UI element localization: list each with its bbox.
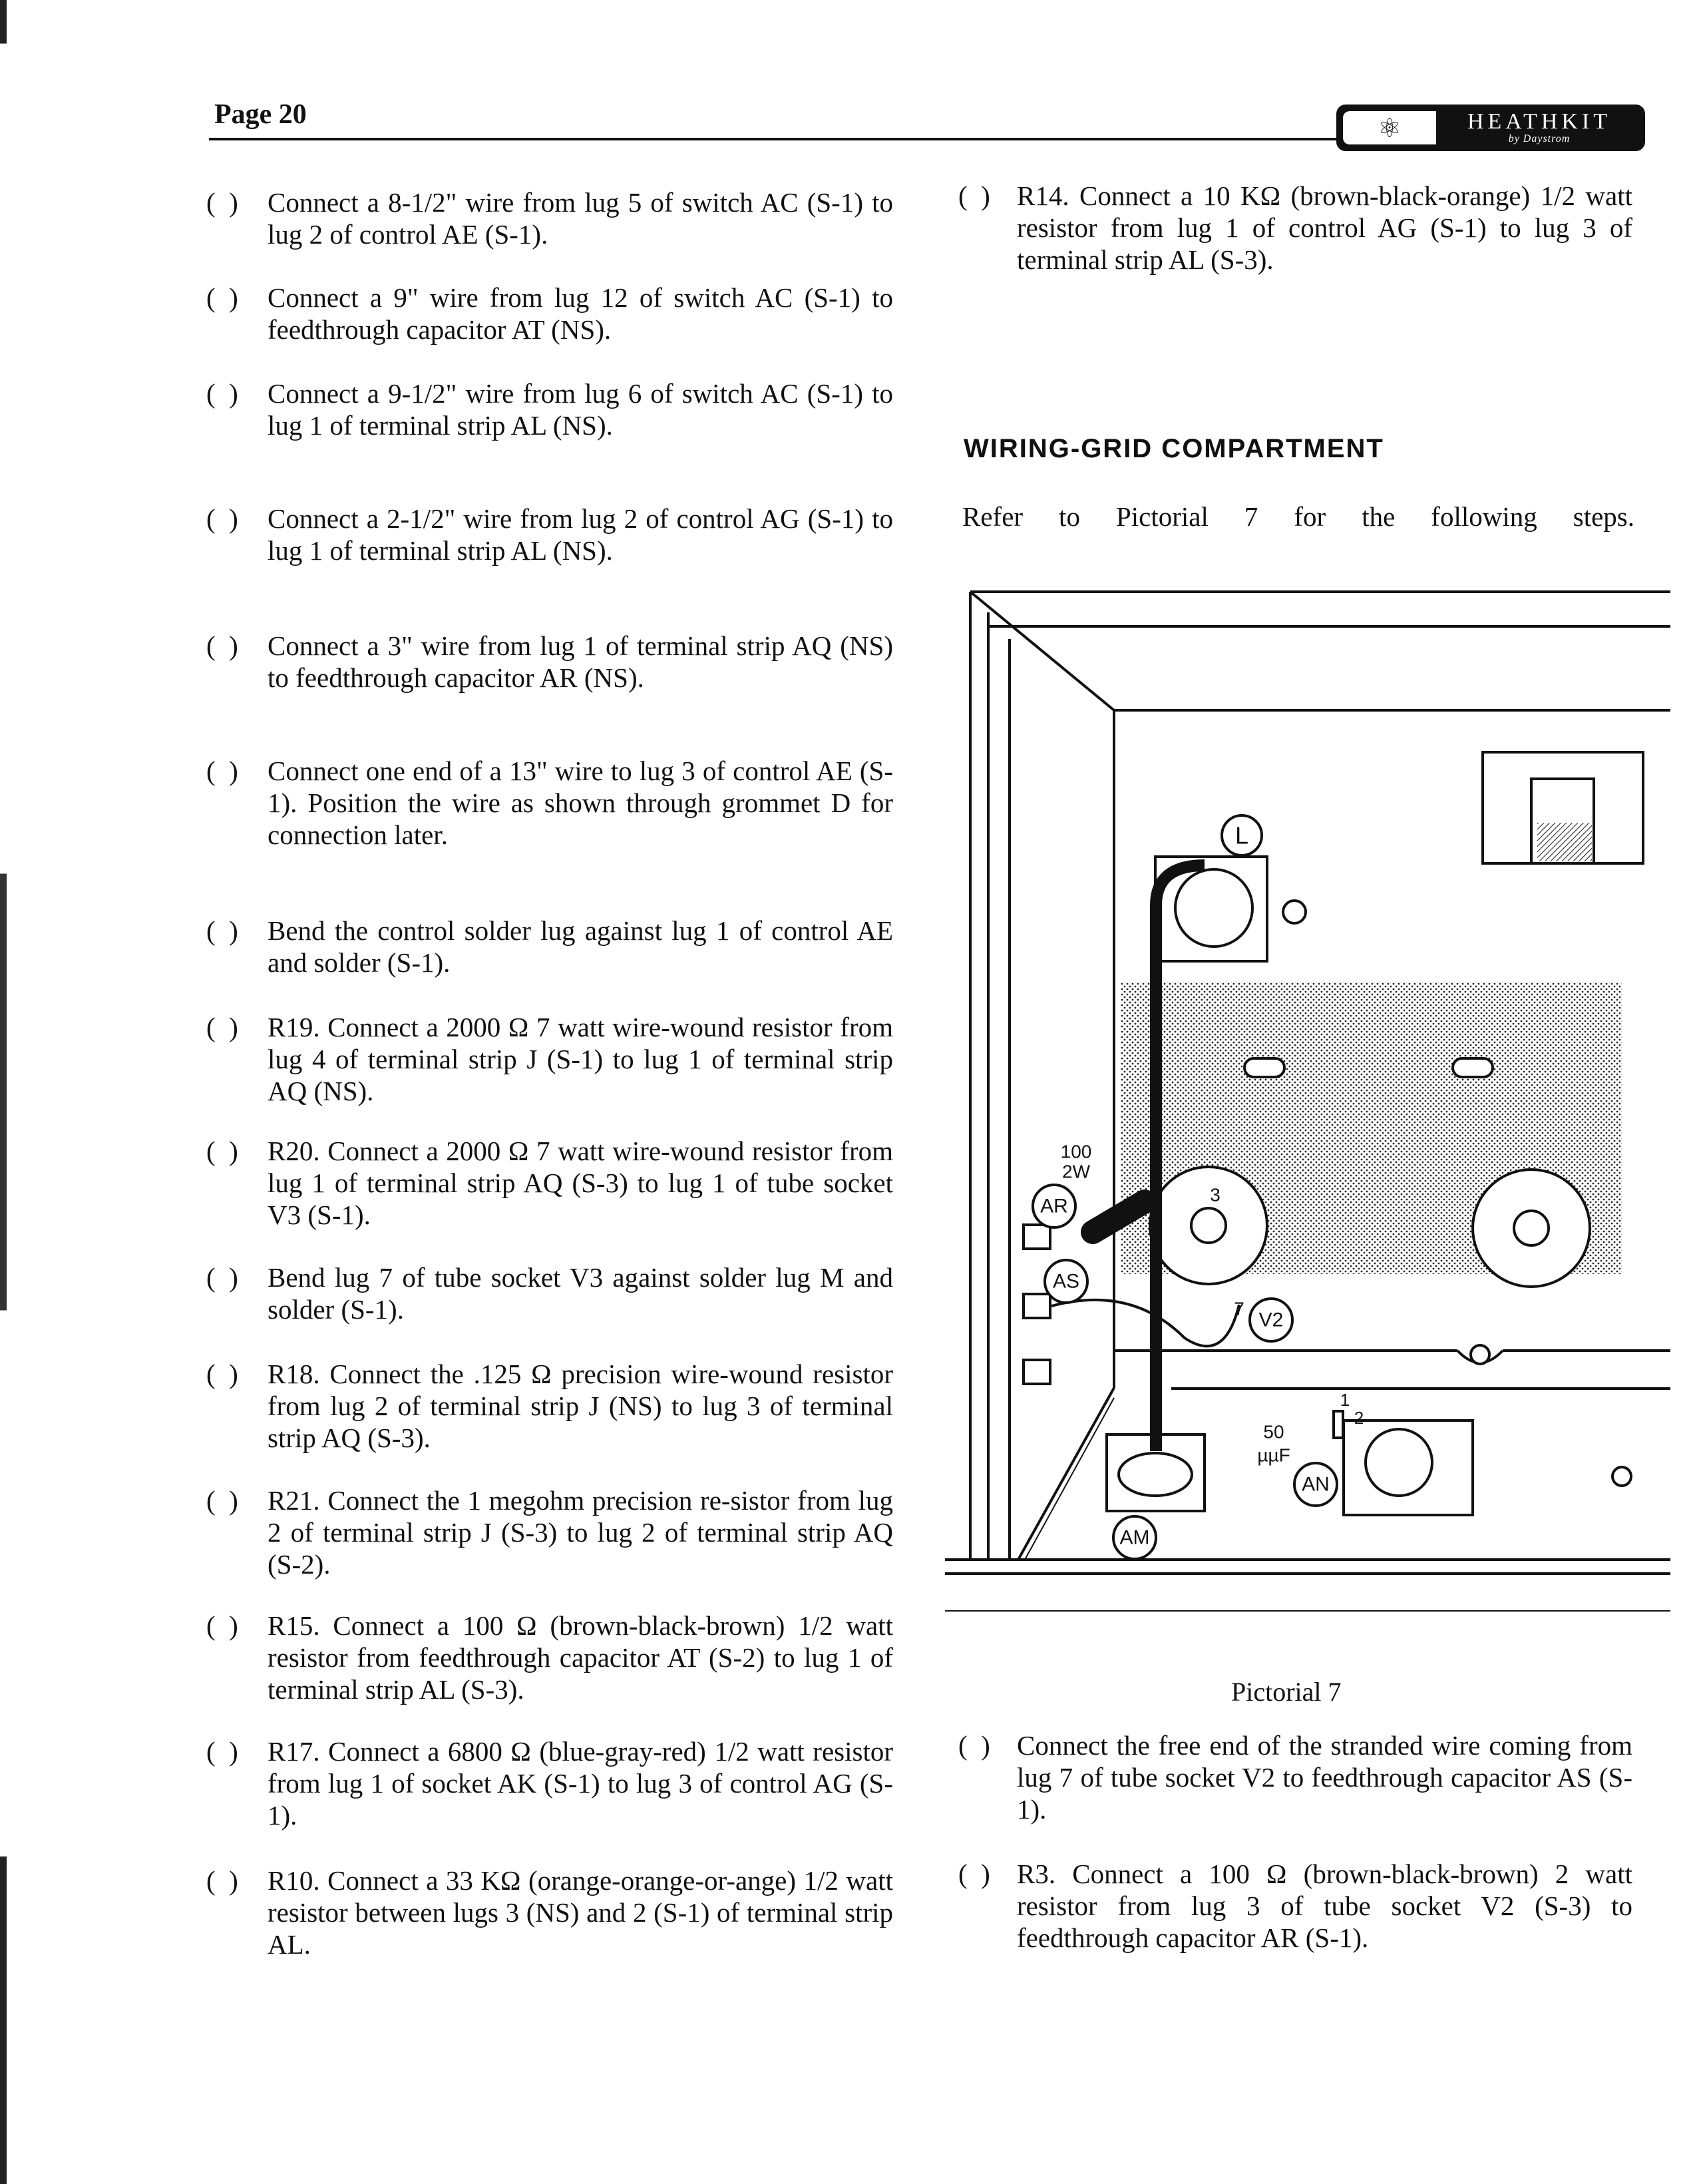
step-checkbox[interactable]: ( ) <box>206 756 238 786</box>
step-text: Connect the free end of the stranded wire coming from lug 7 of tube socket V2 to feedthrough capacitor AS (S-1). <box>1017 1730 1632 1825</box>
label-lug-3: 3 <box>1210 1184 1221 1205</box>
step-checkbox[interactable]: ( ) <box>206 1610 238 1641</box>
step-text: R19. Connect a 2000 Ω 7 watt wire-wound resistor from lug 4 of terminal strip J (S-1) to lug 1 of terminal strip AQ (NS). <box>268 1012 893 1106</box>
step-checkbox[interactable]: ( ) <box>206 1485 238 1516</box>
step-checkbox[interactable]: ( ) <box>206 282 238 313</box>
step-checkbox[interactable]: ( ) <box>206 503 238 534</box>
step-checkbox[interactable]: ( ) <box>206 1136 238 1166</box>
step-checkbox[interactable]: ( ) <box>206 1012 238 1042</box>
slot-2 <box>1453 1058 1493 1077</box>
step-text: Connect a 3" wire from lug 1 of terminal strip AQ (NS) to feedthrough capacitor AR (NS). <box>268 630 893 693</box>
step-text: Connect a 8-1/2" wire from lug 5 of switch AC (S-1) to lug 2 of control AE (S-1). <box>268 187 893 250</box>
step-text: R15. Connect a 100 Ω (brown-black-brown) 1/2 watt resistor from feedthrough capacitor AT (S-2) to lug 1 of terminal strip AL (S-3). <box>268 1610 893 1705</box>
step-text: R14. Connect a 10 KΩ (brown-black-orange) 1/2 watt resistor from lug 1 of control AG (S-1) to lug 3 of terminal strip AL (S-3). <box>1017 180 1632 275</box>
label-cap-value: 50 <box>1263 1421 1284 1442</box>
step-text: R17. Connect a 6800 Ω (blue-gray-red) 1/2 watt resistor from lug 1 of socket AK (S-1) to lug 3 of control AG (S-1). <box>268 1736 893 1831</box>
label-lug-1: 1 <box>1340 1390 1350 1410</box>
step-checkbox[interactable]: ( ) <box>958 1858 990 1889</box>
step-text: R18. Connect the .125 Ω precision wire-wound resistor from lug 2 of terminal strip J (NS) to lug 3 of terminal strip AQ (S-3). <box>268 1359 893 1453</box>
step-text: R10. Connect a 33 KΩ (orange-orange-or-ange) 1/2 watt resistor between lugs 3 (NS) and 2 (S-1) of terminal strip AL. <box>268 1865 893 1960</box>
step-checkbox[interactable]: ( ) <box>206 1262 238 1293</box>
socket-am <box>1119 1453 1192 1496</box>
atom-icon: ⚛ <box>1343 111 1436 144</box>
step-checkbox[interactable]: ( ) <box>206 1736 238 1767</box>
feedthrough-unlabeled <box>1024 1360 1050 1384</box>
logo-brand: HEATHKIT <box>1467 109 1612 134</box>
label-lug-7: 7 <box>1234 1298 1244 1319</box>
hatched-block <box>1537 823 1592 861</box>
feedthrough-as <box>1024 1294 1050 1318</box>
step-checkbox[interactable]: ( ) <box>206 187 238 218</box>
label-am: AM <box>1119 1526 1150 1549</box>
label-as: AS <box>1052 1270 1080 1293</box>
step-checkbox[interactable]: ( ) <box>206 1865 238 1896</box>
label-res-value: 100 <box>1060 1141 1092 1162</box>
step-text: Connect a 2-1/2" wire from lug 2 of control AG (S-1) to lug 1 of terminal strip AL (NS). <box>268 503 893 566</box>
label-lug-2: 2 <box>1354 1408 1364 1428</box>
step-checkbox[interactable]: ( ) <box>958 1730 990 1761</box>
label-res-watt: 2W <box>1062 1161 1090 1182</box>
step-text: R20. Connect a 2000 Ω 7 watt wire-wound resistor from lug 1 of terminal strip AQ (S-3) to lug 1 of tube socket V3 (S-1). <box>268 1136 893 1230</box>
step-checkbox[interactable]: ( ) <box>206 915 238 946</box>
step-checkbox[interactable]: ( ) <box>206 630 238 661</box>
step-text: Connect a 9" wire from lug 12 of switch AC (S-1) to feedthrough capacitor AT (NS). <box>268 282 893 345</box>
step-text: Bend lug 7 of tube socket V3 against solder lug M and solder (S-1). <box>268 1262 893 1325</box>
feedthrough-ar <box>1024 1225 1050 1249</box>
socket-l <box>1175 869 1252 947</box>
section-heading: WIRING-GRID COMPARTMENT <box>964 434 1384 463</box>
stranded-wire <box>1051 1300 1239 1346</box>
page-number: Page 20 <box>214 99 307 130</box>
nut <box>1471 1345 1489 1364</box>
section-intro: Refer to Pictorial 7 for the following steps. <box>962 501 1634 532</box>
capacitor-an <box>1334 1411 1343 1438</box>
step-checkbox[interactable]: ( ) <box>958 180 990 211</box>
step-text: R3. Connect a 100 Ω (brown-black-brown) 2 watt resistor from lug 3 of tube socket V2 (S-3) to feedthrough capacitor AR (S-1). <box>1017 1858 1632 1953</box>
step-checkbox[interactable]: ( ) <box>206 1359 238 1389</box>
step-text: Connect a 9-1/2" wire from lug 6 of switch AC (S-1) to lug 1 of terminal strip AL (NS). <box>268 378 893 441</box>
step-text: Connect one end of a 13" wire to lug 3 of control AE (S-1). Position the wire as shown through grommet D for connection later. <box>268 756 893 850</box>
step-checkbox[interactable]: ( ) <box>206 378 238 409</box>
logo-sub: by Daystrom <box>1508 133 1571 144</box>
label-v2: V2 <box>1258 1309 1284 1331</box>
label-an: AN <box>1302 1473 1330 1496</box>
label-cap-unit: µµF <box>1257 1444 1290 1466</box>
step-text: R21. Connect the 1 megohm precision re-sistor from lug 2 of terminal strip J (S-3) to lug 2 of terminal strip AQ (S-2). <box>268 1485 893 1580</box>
screw <box>1283 901 1306 923</box>
slot-1 <box>1244 1058 1284 1077</box>
label-ar: AR <box>1040 1195 1068 1217</box>
socket-an <box>1366 1429 1432 1496</box>
figure-caption: Pictorial 7 <box>1231 1677 1342 1707</box>
label-l: L <box>1234 821 1249 849</box>
step-text: Bend the control solder lug against lug 1 of control AE and solder (S-1). <box>268 915 893 978</box>
